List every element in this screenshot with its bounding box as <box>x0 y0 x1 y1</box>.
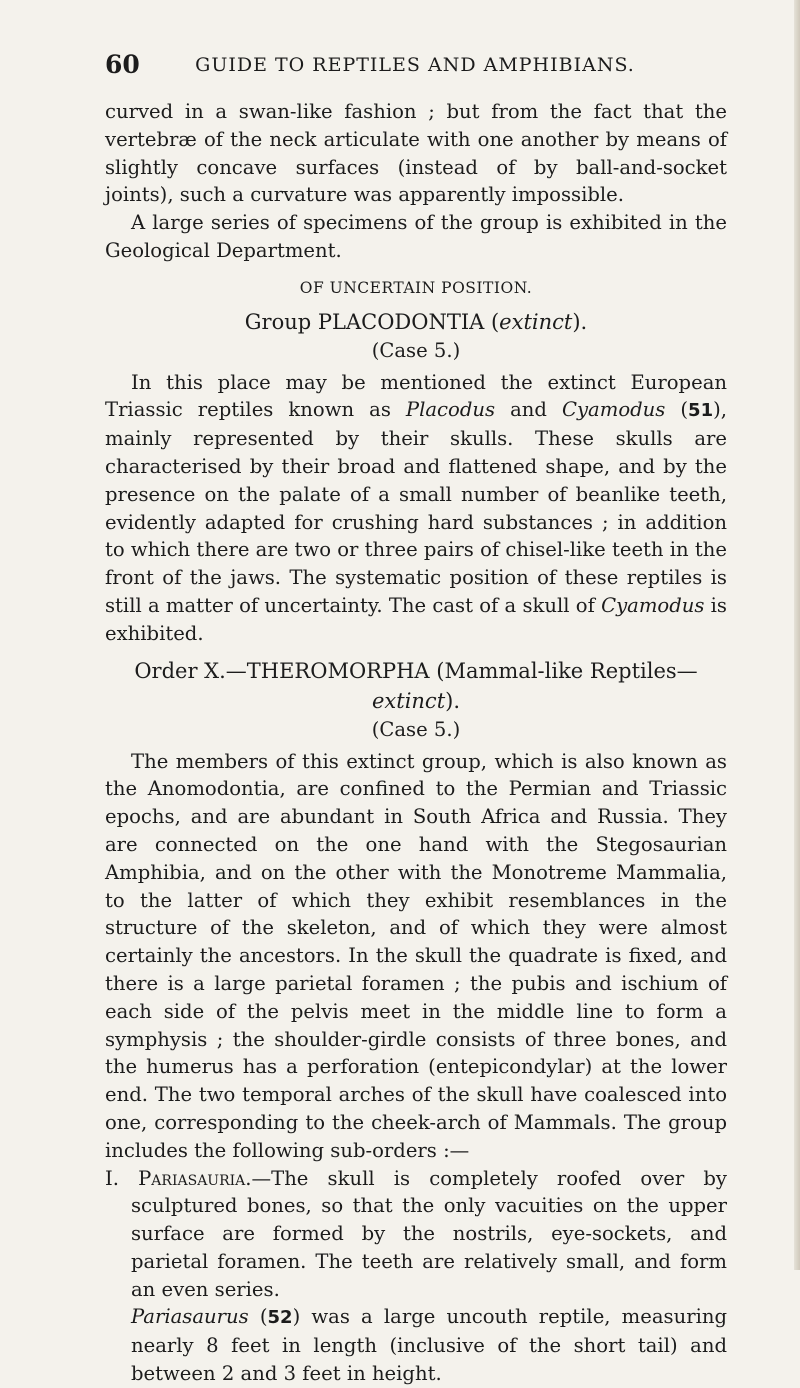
paragraph-continuation: curved in a swan-like fashion ; but from the fact that the vertebræ of the neck articulate with one another by means of slightly concave surfaces (instead of by ball-and-socket joints), such a curvature was apparently impossible. <box>105 100 727 207</box>
running-title: GUIDE TO REPTILES AND AMPHIBIANS. <box>195 54 635 76</box>
suborder-pariasauria-continuation <box>131 1303 727 1387</box>
paragraph-geological-department: A large series of specimens of the group is exhibited in the Geological Department. <box>105 211 727 262</box>
group-heading-suffix: ). <box>572 309 588 334</box>
text-run: and <box>495 398 562 422</box>
genus-name: Pariasaurus <box>131 1305 249 1329</box>
text-run: ), mainly represented by their skulls. These skulls are characterised by their broad and flattened shape, and by the presence on the palate of a small number of beanlike teeth, evidently adapted for crushing hard substances ; in addition to which there are two or three pairs of chisel-like teeth in the front of the jaws. The systematic position of these reptiles is still a matter of uncertainty. The cast of a skull of <box>105 398 727 617</box>
genus-name: Placodus <box>405 398 496 422</box>
order-heading-suffix: ). <box>445 688 461 713</box>
text-run: ( <box>665 398 689 422</box>
paragraph-placodontia <box>105 369 727 648</box>
case-reference-theromorpha: (Case 5.) <box>371 717 461 741</box>
order-status: extinct <box>371 688 446 713</box>
text-run: In this place may be mentioned the extinct European Triassic reptiles known as <box>105 370 727 422</box>
page-number: 60 <box>105 50 140 79</box>
group-status: extinct <box>499 309 573 334</box>
text-run: is exhibited. <box>105 593 727 645</box>
page-header <box>105 50 725 86</box>
suborder-numeral: I. <box>105 1166 139 1190</box>
suborder-name: Pariasauria <box>138 1166 246 1190</box>
group-heading-placodontia <box>105 307 727 337</box>
section-heading-uncertain-position: OF UNCERTAIN POSITION. <box>299 278 533 297</box>
case-reference-placodontia: (Case 5.) <box>371 338 461 362</box>
order-heading-text: Order X.—THEROMORPHA (Mammal-like Reptiles— <box>134 658 698 683</box>
genus-name: Cyamodus <box>601 593 705 617</box>
suborder-pariasauria <box>105 1165 728 1304</box>
text-run: .—The skull is completely roofed over by sculptured bones, so that the only vacuities on the upper surface are formed by the nostrils, eye-sockets, and parietal foramen. The teeth are relatively small, and form an even series. <box>131 1166 728 1301</box>
specimen-number: 51 <box>688 400 714 422</box>
paragraph-theromorpha: The members of this extinct group, which is also known as the Anomodontia, are confined to the Permian and Triassic epochs, and are abundant in South Africa and Russia. They are connected on the one hand with the Stegosaurian Amphibia, and on the other with the Monotreme Mammalia, to the latter of which they exhibit resemblances in the structure of the skeleton, and of which they were almost certainly the ancestors. In the skull the quadrate is fixed, and there is a large parietal foramen ; the pubis and ischium of each side of the pelvis meet in the middle line to form a symphysis ; the shoulder-girdle consists of three bones, and the humerus has a perforation (entepicondylar) at the lower end. The two temporal arches of the skull have coalesced into one, corresponding to the cheek-arch of Mammals. The group includes the following sub-orders :— <box>105 749 727 1162</box>
page-edge-shadow <box>794 0 800 1270</box>
genus-name: Cyamodus <box>562 398 666 422</box>
group-heading-text: Group PLACODONTIA ( <box>244 309 500 334</box>
text-run: ) was a large uncouth reptile, measuring nearly 8 feet in length (inclusive of the short tail) and between 2 and 3 feet in height. <box>131 1305 728 1386</box>
order-heading-theromorpha <box>105 656 727 716</box>
text-run: ( <box>248 1305 268 1329</box>
specimen-number: 52 <box>267 1307 293 1329</box>
page-body <box>105 98 727 1388</box>
